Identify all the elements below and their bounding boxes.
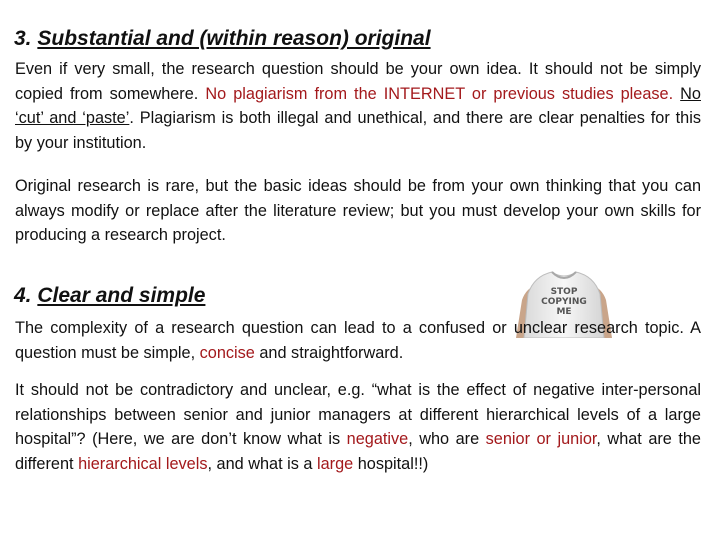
- section-4-paragraph-1: [15, 316, 701, 365]
- section-3-paragraph-2: Original research is rare, but the basic ideas should be from your own thinking that you can always modify or replace after the literature review; but you must develop your own skills for producing a research project.: [15, 177, 701, 245]
- plagiarism-warning: No plagiarism from the INTERNET or previous studies please.: [205, 84, 674, 103]
- section-3-title: Substantial and (within reason) original: [37, 27, 431, 50]
- shirt-text-1: STOP: [550, 287, 578, 297]
- p1-text-b: . Plagiarism is both illegal and unethical, and there are clear penalties for this by your institution.: [15, 109, 701, 153]
- p1-text-a: Even if very small, the research question should be your own idea. It should not be simply copied from somewhere.: [15, 60, 701, 103]
- no-cut-paste: No ‘cut’ and ‘paste’: [15, 84, 701, 128]
- section-4-paragraph-2: [15, 378, 701, 477]
- large-word: large: [316, 455, 354, 474]
- section-3-paragraph-1: [15, 57, 701, 156]
- hierarchical-levels-words: hierarchical levels: [78, 455, 208, 474]
- s4p2-text-b: , who are: [408, 430, 486, 449]
- s4p2-text-c: , what are the different: [15, 430, 701, 474]
- section-4-heading: [14, 284, 205, 307]
- shirt-text-2: COPYING: [541, 297, 587, 307]
- negative-word: negative: [346, 430, 409, 449]
- s4p2-text-a: It should not be contradictory and unclear, e.g. “what is the effect of negative inter-personal relationships between senior and junior managers at different hierarchical levels of a large hospital”? (Here, we are don’t know what is: [15, 381, 701, 449]
- s4p2-text-e: hospital!!): [353, 455, 429, 474]
- shirt-text-3: ME: [556, 307, 572, 317]
- senior-junior-words: senior or junior: [485, 430, 597, 449]
- s4p1-text-b: and straightforward.: [254, 343, 404, 362]
- s4p1-text-a: The complexity of a research question can lead to a confused or unclear research topic. A question must be simple,: [15, 319, 701, 362]
- section-3-heading: [14, 27, 431, 50]
- section-4-number: 4.: [14, 284, 32, 307]
- concise-word: concise: [199, 343, 255, 362]
- section-3-number: 3.: [14, 27, 32, 50]
- s4p2-text-d: , and what is a: [207, 455, 317, 474]
- section-4-title: Clear and simple: [37, 284, 206, 307]
